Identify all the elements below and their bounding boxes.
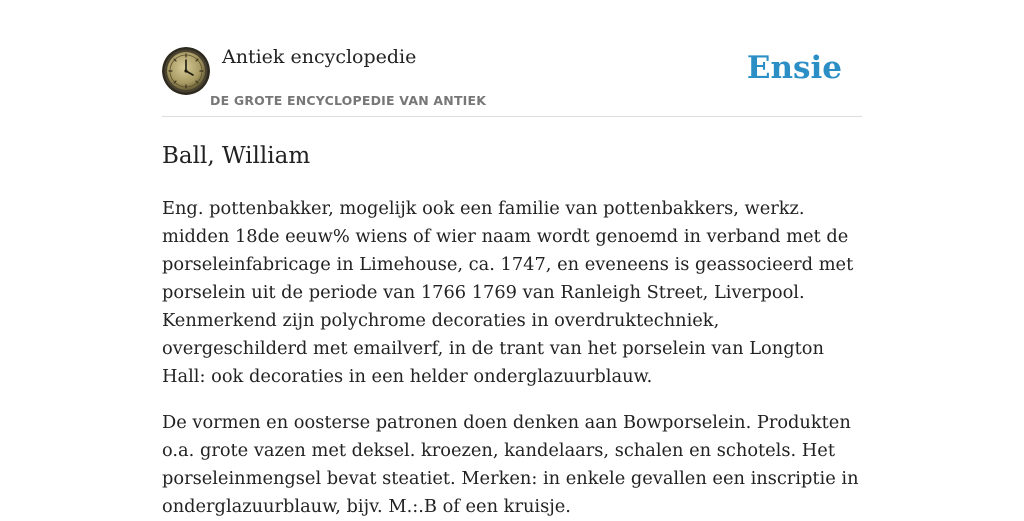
site-title[interactable]: Antiek encyclopedie bbox=[222, 46, 417, 68]
site-header bbox=[162, 0, 862, 117]
page-container bbox=[162, 0, 862, 521]
article-title: Ball, William bbox=[162, 143, 311, 169]
antique-clock-icon[interactable] bbox=[162, 47, 210, 95]
site-subtitle: DE GROTE ENCYCLOPEDIE VAN ANTIEK bbox=[210, 93, 487, 108]
article-paragraph: Eng. pottenbakker, mogelijk ook een familie van pottenbakkers, werkz. midden 18de eeuw% wiens of wier naam wordt genoemd in verband met de porseleinfabricage in Limehouse, ca. 1747, en eveneens is geassocieerd met porselein uit de periode van 1766 1769 van Ranleigh Street, Liverpool. Kenmerkend zijn polychrome decoraties in overdruktechniek, overgeschilderd met emailverf, in de trant van het porselein van Longton Hall: ook decoraties in een helder onderglazuurblauw. bbox=[162, 198, 854, 387]
article bbox=[162, 140, 862, 521]
brand-logo-link[interactable]: Ensie bbox=[746, 50, 842, 86]
article-paragraph: De vormen en oosterse patronen doen denken aan Bowporselein. Produkten o.a. grote vazen met deksel. kroezen, kandelaars, schalen en schotels. Het porseleinmengsel bevat steatiet. Merken: in enkele gevallen een inscriptie in onderglazuurblauw, bijv. M.:.B of een kruisje. bbox=[162, 412, 859, 517]
